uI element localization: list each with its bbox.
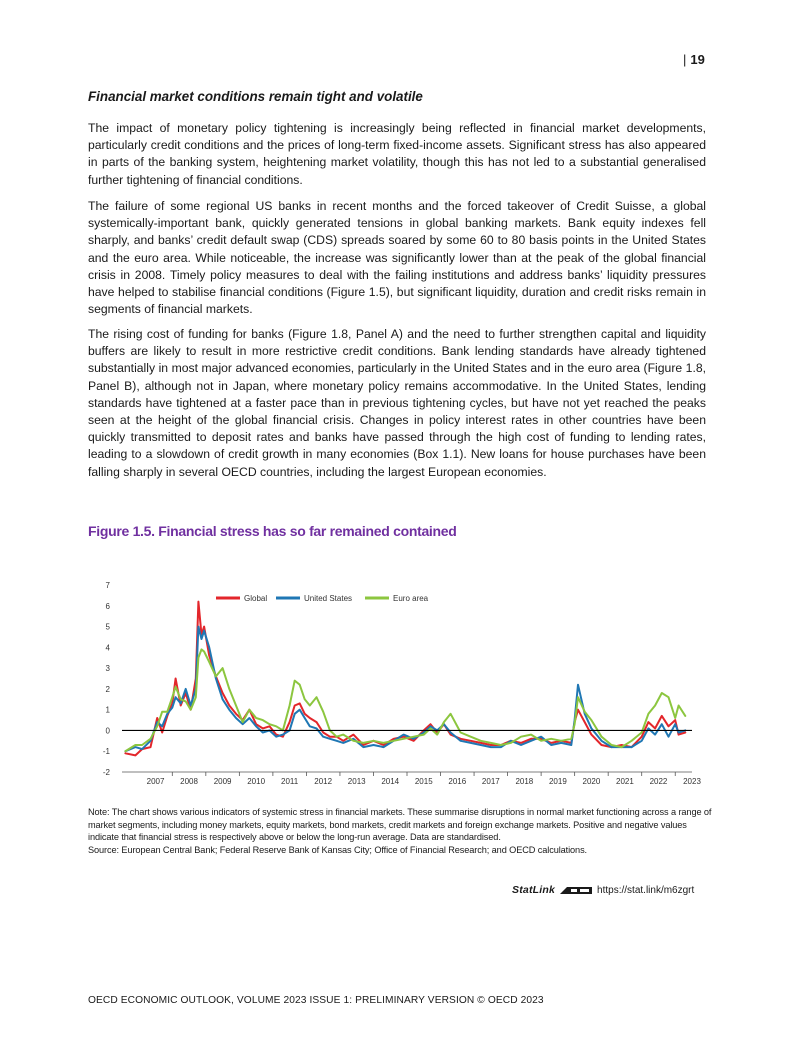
y-tick-label: -2: [102, 768, 110, 777]
y-tick-label: 5: [105, 622, 110, 632]
y-tick-label: 0: [105, 726, 110, 736]
x-tick-label: 2008: [180, 777, 198, 786]
y-tick-label: 4: [105, 643, 110, 653]
y-tick-label: 6: [105, 601, 110, 611]
legend-label: United States: [304, 594, 353, 603]
series-line-united-states: [125, 627, 685, 752]
y-tick-label: 3: [105, 664, 110, 674]
chart-legend: [216, 594, 429, 603]
page-footer: OECD ECONOMIC OUTLOOK, VOLUME 2023 ISSUE 1: PRELIMINARY VERSION © OECD 2023: [88, 995, 544, 1006]
series-line-global: [125, 602, 685, 756]
legend-label: Euro area: [393, 594, 429, 603]
statlink-url[interactable]: https://stat.link/m6zgrt: [597, 884, 695, 896]
note-text: Note: The chart shows various indicators of systemic stress in financial markets. These summarise disruptions in normal market functioning across a range of market segments, including money markets, equity markets, bond markets, credit markets and foreign exchange markets. Positive and negative values indicate that financial stress is respectively above or below the long-run average. Data are standardised.: [88, 807, 712, 843]
statlink-icon: [559, 886, 593, 895]
y-tick-label: 7: [105, 581, 110, 590]
x-tick-label: 2014: [381, 777, 400, 786]
y-tick-label: 2: [105, 684, 110, 694]
x-tick-label: 2007: [146, 777, 165, 786]
page-number-separator: |: [683, 52, 687, 67]
x-tick-label: 2015: [414, 777, 433, 786]
y-tick-label: 1: [105, 705, 110, 715]
source-text: Source: European Central Bank; Federal Reserve Bank of Kansas City; Office of Financial Research; and OECD calculations.: [88, 844, 588, 855]
x-tick-label: 2013: [347, 777, 366, 786]
x-tick-label: 2020: [582, 777, 601, 786]
x-tick-label: 2021: [616, 777, 634, 786]
x-tick-label: 2011: [281, 777, 299, 786]
section-title: Financial market conditions remain tight and volatile: [88, 89, 423, 104]
x-tick-label: 2022: [649, 777, 668, 786]
page-number: [683, 52, 705, 67]
x-tick-label: 2018: [515, 777, 534, 786]
paragraph-3: The rising cost of funding for banks (Figure 1.8, Panel A) and the need to further strengthen capital and liquidity buffers are likely to result in more restrictive credit conditions. Bank lending standards have already tightened substantially in most major advanced economies, particularly in the United States and in the euro area (Figure 1.8, Panel B), although not in Japan, where monetary policy remains accommodative. In the United States, lending standards have tightened at a faster pace than in previous tightening cycles, but have not yet reached the peaks seen at the height of the global financial crisis. Changes in policy interest rates in other countries have been quickly transmitted to deposit rates and banks have passed through the high cost of funding to lending rates, leading to a slowdown of credit growth in many economies (Box 1.1). New loans for house purchases have been falling sharply in several OECD countries, including the largest European economies.: [88, 327, 706, 479]
statlink-logo: StatLink: [512, 884, 556, 896]
y-axis: [103, 581, 111, 777]
financial-stress-chart: [88, 575, 708, 790]
x-tick-label: 2010: [247, 777, 266, 786]
x-tick-label: 2016: [448, 777, 467, 786]
legend-label: Global: [244, 594, 268, 603]
statlink[interactable]: [512, 884, 694, 896]
paragraph-1: The impact of monetary policy tightening is increasingly being reflected in financial market developments, particularly credit conditions and the prices of long-term fixed-income assets. Significant stress has also appeared in parts of the banking system, heightening market volatility, though this has not led to a substantial generalised further tightening of financial conditions.: [88, 121, 706, 187]
y-tick-label: -1: [102, 747, 110, 757]
x-tick-label: 2012: [314, 777, 333, 786]
x-tick-label: 2017: [481, 777, 500, 786]
figure-title: Figure 1.5. Financial stress has so far remained contained: [88, 523, 457, 539]
x-tick-label: 2019: [548, 777, 567, 786]
figure-note: [88, 806, 713, 856]
page-number-value: 19: [690, 52, 705, 67]
x-tick-label: 2023: [683, 777, 701, 786]
series-layer: [122, 602, 692, 756]
x-tick-label: 2009: [213, 777, 232, 786]
paragraph-2: The failure of some regional US banks in recent months and the forced takeover of Credit Suisse, a global systemically-important bank, quickly generated tensions in global banking markets. Bank equity indexes fell sharply, and banks’ credit default swap (CDS) spreads soared by some 60 to 80 basis points in the United States and the euro area. While noticeable, the increase was significantly lower than at the peak of the global financial crisis in 2008. Timely policy measures to deal with the failing institutions and address banks’ liquidity pressures have helped to stabilise financial conditions (Figure 1.5), but significant liquidity, duration and credit risks remain in segments of financial markets.: [88, 199, 706, 317]
x-axis: [122, 772, 701, 786]
